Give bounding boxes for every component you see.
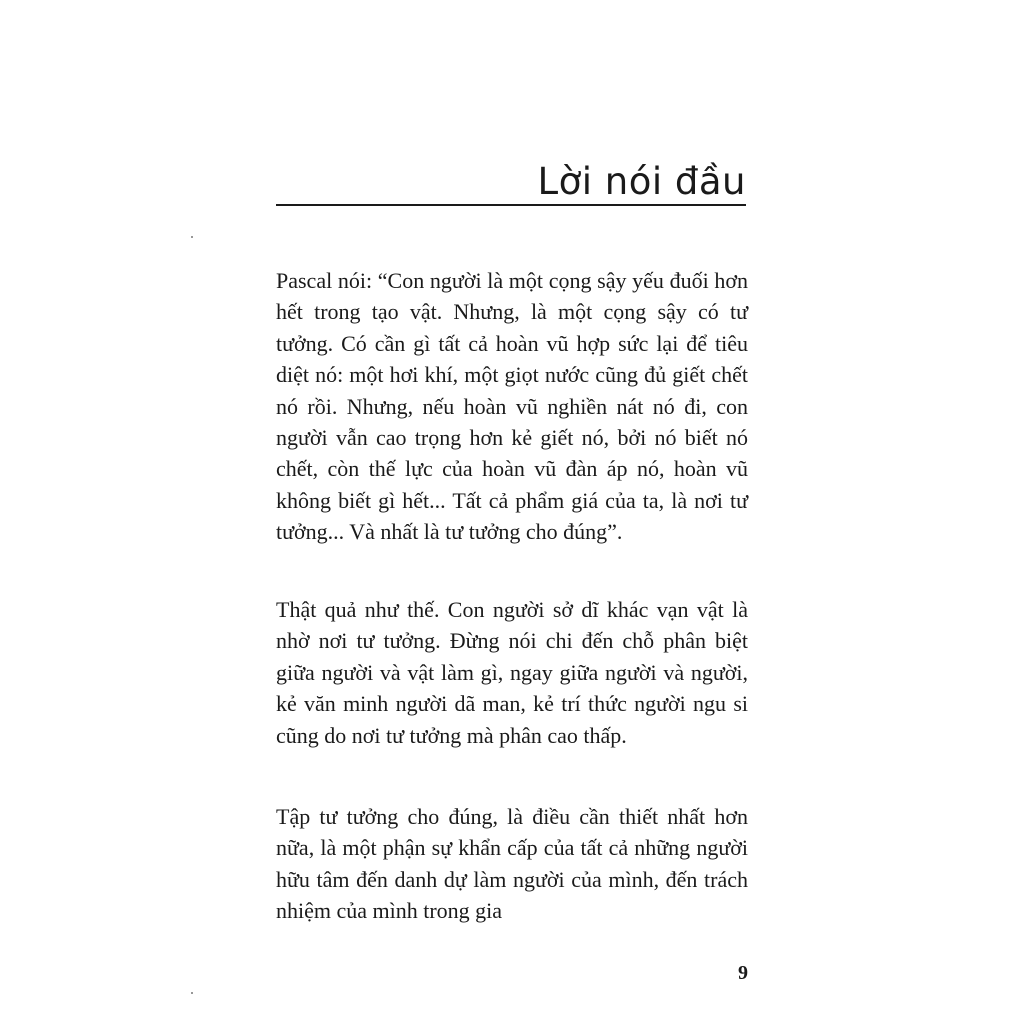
paragraph-1: Pascal nói: “Con người là một cọng sậy yếu đuối hơn hết trong tạo vật. Nhưng, là một cọng sậy có tư tưởng. Có cần gì tất cả hoàn vũ hợp sức lại để tiêu diệt nó: một hơi khí, một giọt nước cũng đủ giết chết nó rồi. Nhưng, nếu hoàn vũ nghiền nát nó đi, con người vẫn cao trọng hơn kẻ giết nó, bởi nó biết nó chết, còn thế lực của hoàn vũ đàn áp nó, hoàn vũ không biết gì hết... Tất cả phẩm giá của ta, là nơi tư tưởng... Và nhất là tư tưởng cho đúng”. bbox=[276, 268, 748, 545]
scan-speck bbox=[191, 236, 193, 238]
chapter-title: Lời nói đầu bbox=[537, 160, 746, 203]
paragraph-2: Thật quả như thế. Con người sở dĩ khác vạn vật là nhờ nơi tư tưởng. Đừng nói chi đến chỗ phân biệt giữa người và vật làm gì, ngay giữa người và người, kẻ văn minh người dã man, kẻ trí thức người ngu si cũng do nơi tư tưởng mà phân cao thấp. bbox=[276, 597, 748, 748]
title-underline bbox=[276, 204, 746, 206]
scan-speck bbox=[191, 992, 193, 994]
paragraph-3: Tập tư tưởng cho đúng, là điều cần thiết nhất hơn nữa, là một phận sự khẩn cấp của tất cả những người hữu tâm đến danh dự làm người của mình, đến trách nhiệm của mình trong gia bbox=[276, 804, 748, 924]
page-number: 9 bbox=[738, 962, 748, 984]
